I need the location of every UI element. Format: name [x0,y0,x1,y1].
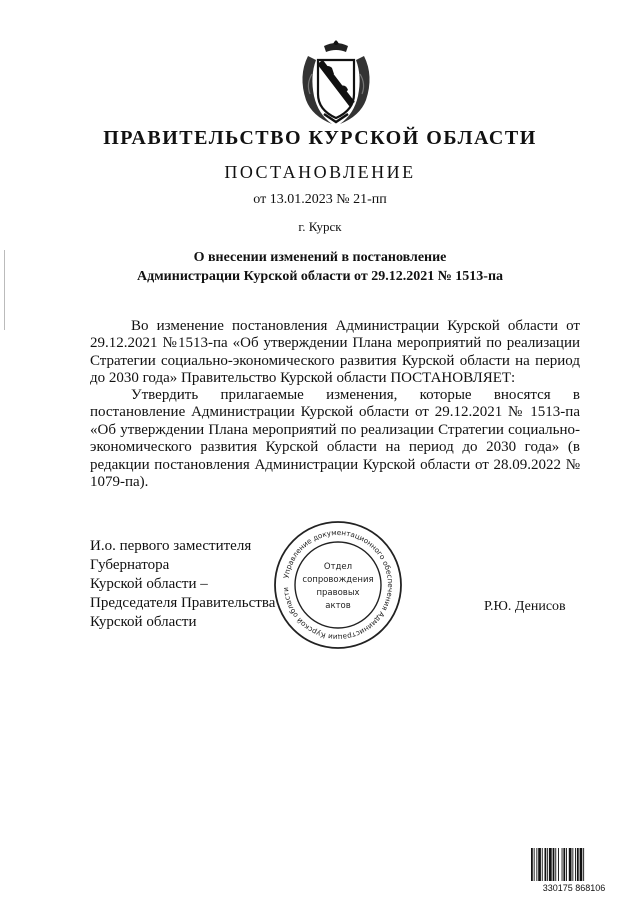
barcode-bar [580,848,583,881]
barcode-bar [536,848,537,881]
signatory-name: Р.Ю. Денисов [484,599,566,614]
barcode-bar [538,848,541,881]
document-type: ПОСТАНОВЛЕНИЕ [224,162,416,182]
barcode-bars [531,848,584,881]
barcode-bar [566,848,567,881]
subject-line: Администрации Курской области от 29.12.2021 № 1513-па [136,269,504,284]
barcode-bar [547,848,548,881]
barcode-bar [531,848,533,881]
stamp-center-line: Отдел [323,562,353,572]
barcode-bar [563,848,565,881]
position-line: Курской области – [90,576,208,592]
position-line: Председателя Правительства [90,595,276,611]
barcode-bar [583,848,584,881]
barcode-bar [569,848,572,881]
stamp-center-line: правовых [316,588,360,598]
barcode-bar [549,848,552,881]
barcode-bar [555,848,556,881]
barcode-bar [558,848,559,881]
barcode-bar [575,848,576,881]
barcode-bar [572,848,573,881]
government-title: ПРАВИТЕЛЬСТВО КУРСКОЙ ОБЛАСТИ [103,127,537,149]
position-line: Курской области [90,614,197,630]
barcode-number: 330175 868106 [542,883,606,893]
barcode-bar [562,848,563,881]
subject-line: О внесении изменений в постановление [193,250,447,265]
body-paragraph: Утвердить прилагаемые изменения, которые вносятся в постановление Администрации Курской области от 29.12.2021 № 1513-па «Об утверждении Плана мероприятий по реализации Стратегии социально-экономического развития Курской области на период до 2030 года» (в редакции постановления Администрации Курской области от 28.09.2022 № 1079-па). [90,387,580,491]
city: г. Курск [298,219,342,234]
body-paragraph: Во изменение постановления Администрации Курской области от 29.12.2021 №1513-па «Об утверждении Плана мероприятий по реализации Стратегии социально-экономического развития Курской области на период до 2030 года» Правительство Курской области ПОСТАНОВЛЯЕТ: [90,318,580,387]
coat-of-arms-icon [296,38,376,128]
barcode-bar [553,848,555,881]
stamp-ring-text: Управление документационного обеспечения Администрации Курской области [281,527,396,643]
position-line: И.о. первого заместителя Губернатора [90,538,252,573]
barcode-bar [577,848,579,881]
date-and-number: от 13.01.2023 № 21-пп [253,192,387,207]
official-stamp [272,519,404,651]
barcode [530,847,618,893]
stamp-center-line: сопровождения [302,575,374,585]
barcode-bar [534,848,535,881]
stamp-center-line: актов [325,601,351,611]
barcode-bar [542,848,543,881]
document-subject [0,248,640,286]
barcode-bar [545,848,547,881]
